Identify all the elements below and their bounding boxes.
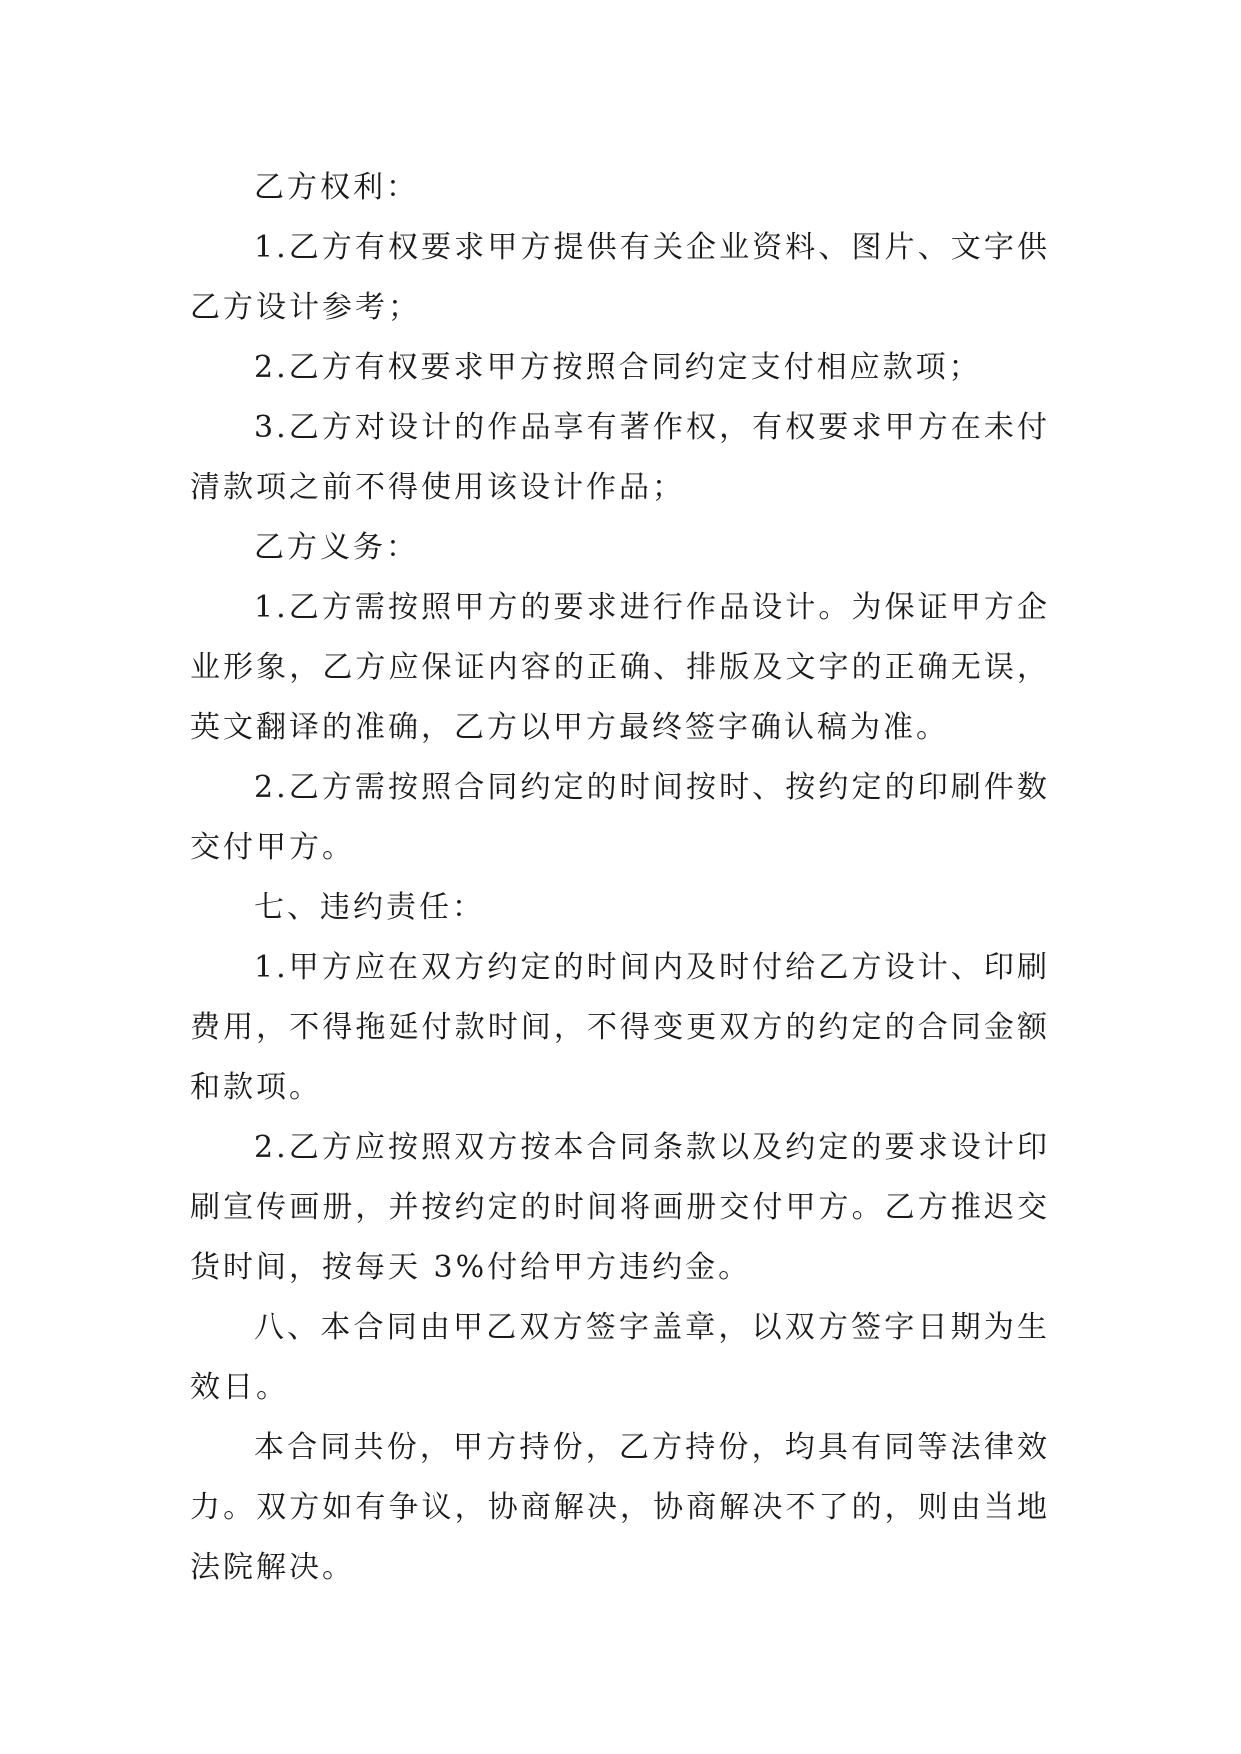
paragraph-party-b-obligations-heading: 乙方义务：	[254, 530, 419, 565]
paragraph-party-b-right-1: 1.乙方有权要求甲方提供有关企业资料、图片、文字供乙方设计参考；	[190, 230, 1050, 325]
paragraph-party-b-rights-heading: 乙方权利：	[254, 170, 419, 205]
paragraph-breach-2: 2.乙方应按照双方按本合同条款以及约定的要求设计印刷宣传画册，并按约定的时间将画册交付甲方。乙方推迟交货时间，按每天 3%付给甲方违约金。	[190, 1130, 1050, 1285]
paragraph-breach-heading: 七、违约责任：	[254, 890, 485, 925]
paragraph-effective-date: 八、本合同由甲乙双方签字盖章，以双方签字日期为生效日。	[190, 1310, 1050, 1405]
document-body	[190, 158, 1050, 1598]
paragraph-party-b-right-2: 2.乙方有权要求甲方按照合同约定支付相应款项；	[254, 350, 982, 385]
paragraph-party-b-right-3: 3.乙方对设计的作品享有著作权，有权要求甲方在未付清款项之前不得使用该设计作品；	[190, 410, 1050, 505]
paragraph-party-b-obligation-2: 2.乙方需按照合同约定的时间按时、按约定的印刷件数交付甲方。	[190, 770, 1050, 865]
paragraph-copies-and-disputes: 本合同共份，甲方持份，乙方持份，均具有同等法律效力。双方如有争议，协商解决，协商解决不了的，则由当地法院解决。	[190, 1430, 1050, 1585]
paragraph-party-b-obligation-1: 1.乙方需按照甲方的要求进行作品设计。为保证甲方企业形象，乙方应保证内容的正确、排版及文字的正确无误，英文翻译的准确，乙方以甲方最终签字确认稿为准。	[190, 590, 1050, 745]
paragraph-breach-1: 1.甲方应在双方约定的时间内及时付给乙方设计、印刷费用，不得拖延付款时间，不得变更双方的约定的合同金额和款项。	[190, 950, 1050, 1105]
